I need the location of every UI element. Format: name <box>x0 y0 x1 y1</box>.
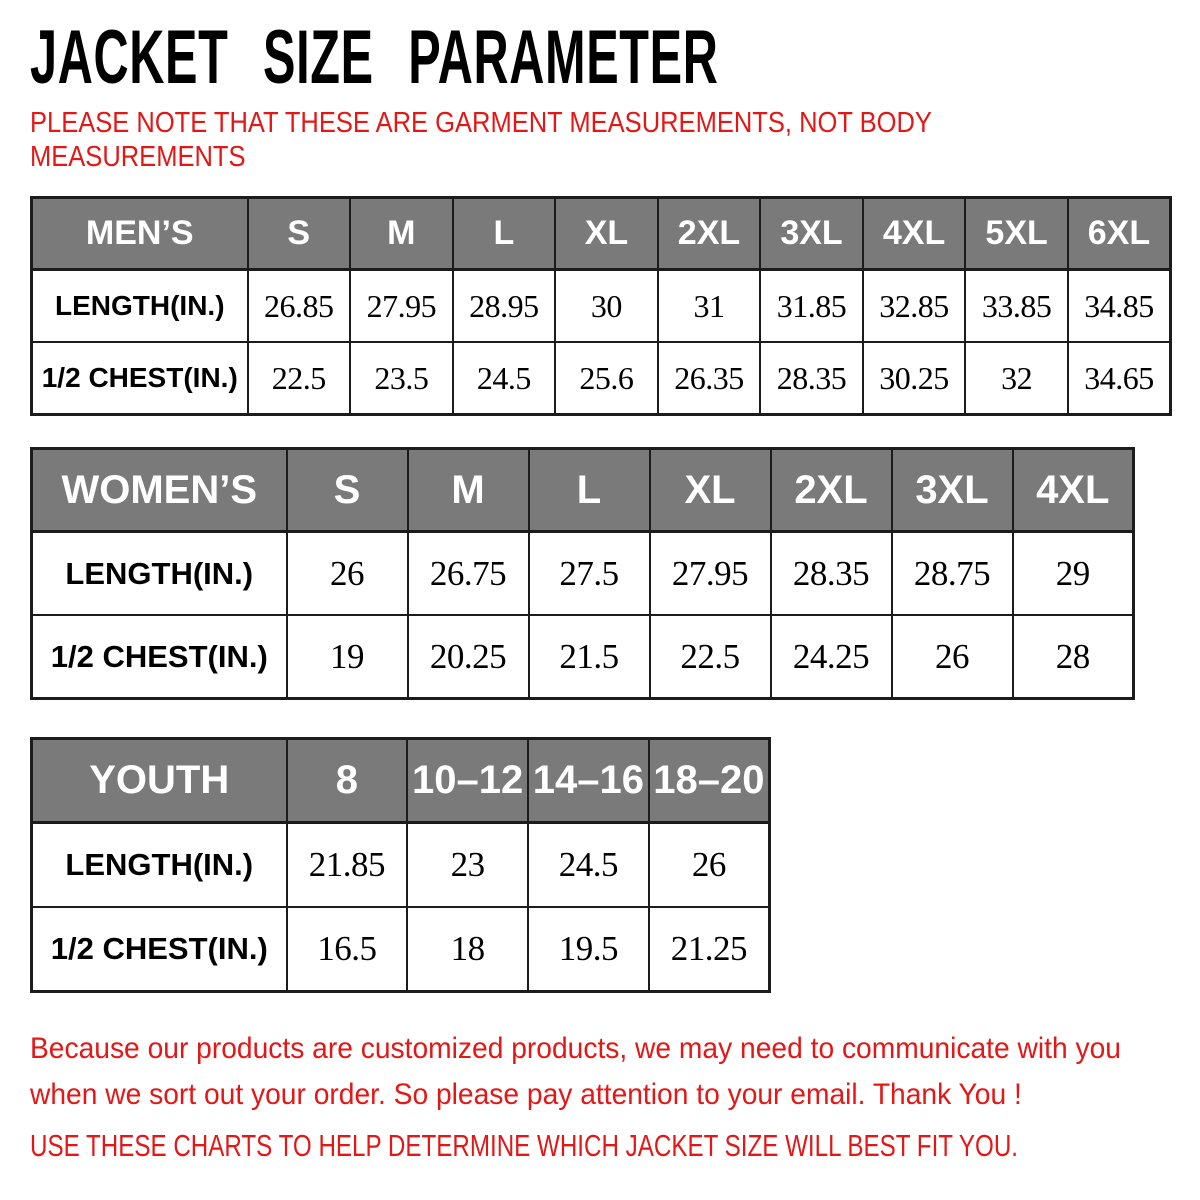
value-cell: 26 <box>892 615 1013 699</box>
row-label-cell: LENGTH(IN.) <box>32 532 287 616</box>
value-cell: 26 <box>649 823 770 908</box>
table-row <box>32 532 1134 616</box>
fit-advice-line: USE THESE CHARTS TO HELP DETERMINE WHICH JACKET SIZE WILL BEST FIT YOU. <box>30 1128 1019 1163</box>
value-cell: 26.35 <box>658 342 761 415</box>
size-header-cell: 4XL <box>1013 449 1134 532</box>
table-title-cell: MEN’S <box>32 198 248 270</box>
value-cell: 23.5 <box>350 342 453 415</box>
value-cell: 24.5 <box>528 823 649 908</box>
header-row <box>32 198 1171 270</box>
table-title-cell: WOMEN’S <box>32 449 287 532</box>
garment-measurement-note <box>30 106 932 174</box>
value-cell: 24.5 <box>453 342 556 415</box>
table-row <box>32 615 1134 699</box>
size-header-cell: L <box>453 198 556 270</box>
table-row <box>32 823 770 908</box>
row-label-cell: 1/2 CHEST(IN.) <box>32 342 248 415</box>
value-cell: 28.35 <box>771 532 892 616</box>
value-cell: 27.95 <box>350 270 453 343</box>
customization-notice-line-2: when we sort out your order. So please pay attention to your email. Thank You ! <box>30 1078 1022 1111</box>
size-header-cell: 2XL <box>771 449 892 532</box>
size-header-cell: 10–12 <box>407 739 528 823</box>
row-label-cell: 1/2 CHEST(IN.) <box>32 615 287 699</box>
value-cell: 16.5 <box>287 907 408 992</box>
value-cell: 25.6 <box>555 342 658 415</box>
note-line-2: MEASUREMENTS <box>30 141 246 173</box>
value-cell: 27.5 <box>529 532 650 616</box>
value-cell: 32 <box>965 342 1068 415</box>
value-cell: 18 <box>407 907 528 992</box>
value-cell: 19.5 <box>528 907 649 992</box>
size-header-cell: 4XL <box>863 198 966 270</box>
value-cell: 26 <box>287 532 408 616</box>
youth-size-table <box>30 737 771 993</box>
table-row <box>32 270 1171 343</box>
womens-size-table <box>30 447 1135 700</box>
customization-notice <box>30 1026 1121 1118</box>
size-header-cell: 2XL <box>658 198 761 270</box>
value-cell: 34.85 <box>1068 270 1171 343</box>
value-cell: 31 <box>658 270 761 343</box>
value-cell: 24.25 <box>771 615 892 699</box>
value-cell: 20.25 <box>408 615 529 699</box>
header-row <box>32 739 770 823</box>
value-cell: 19 <box>287 615 408 699</box>
size-header-cell: XL <box>555 198 658 270</box>
row-label-cell: 1/2 CHEST(IN.) <box>32 907 287 992</box>
size-header-cell: S <box>248 198 351 270</box>
value-cell: 26.75 <box>408 532 529 616</box>
value-cell: 21.5 <box>529 615 650 699</box>
page-title: JACKET SIZE PARAMETER <box>30 15 719 100</box>
value-cell: 22.5 <box>650 615 771 699</box>
mens-size-table <box>30 196 1172 416</box>
value-cell: 26.85 <box>248 270 351 343</box>
table-row <box>32 342 1171 415</box>
value-cell: 28.35 <box>760 342 863 415</box>
value-cell: 33.85 <box>965 270 1068 343</box>
size-header-cell: 8 <box>287 739 408 823</box>
size-header-cell: L <box>529 449 650 532</box>
value-cell: 27.95 <box>650 532 771 616</box>
value-cell: 32.85 <box>863 270 966 343</box>
size-header-cell: 5XL <box>965 198 1068 270</box>
size-header-cell: 3XL <box>892 449 1013 532</box>
table-title-cell: YOUTH <box>32 739 287 823</box>
value-cell: 30 <box>555 270 658 343</box>
value-cell: 28.95 <box>453 270 556 343</box>
size-header-cell: M <box>350 198 453 270</box>
value-cell: 23 <box>407 823 528 908</box>
customization-notice-line-1: Because our products are customized products, we may need to communicate with you <box>30 1032 1121 1065</box>
size-header-cell: 3XL <box>760 198 863 270</box>
row-label-cell: LENGTH(IN.) <box>32 270 248 343</box>
value-cell: 21.25 <box>649 907 770 992</box>
value-cell: 28.75 <box>892 532 1013 616</box>
value-cell: 21.85 <box>287 823 408 908</box>
note-line-1: PLEASE NOTE THAT THESE ARE GARMENT MEASUREMENTS, NOT BODY <box>30 107 932 139</box>
value-cell: 28 <box>1013 615 1134 699</box>
header-row <box>32 449 1134 532</box>
table-row <box>32 907 770 992</box>
size-header-cell: 18–20 <box>649 739 770 823</box>
value-cell: 29 <box>1013 532 1134 616</box>
value-cell: 22.5 <box>248 342 351 415</box>
size-header-cell: 14–16 <box>528 739 649 823</box>
size-header-cell: M <box>408 449 529 532</box>
value-cell: 30.25 <box>863 342 966 415</box>
size-header-cell: 6XL <box>1068 198 1171 270</box>
value-cell: 34.65 <box>1068 342 1171 415</box>
value-cell: 31.85 <box>760 270 863 343</box>
row-label-cell: LENGTH(IN.) <box>32 823 287 908</box>
size-header-cell: XL <box>650 449 771 532</box>
size-header-cell: S <box>287 449 408 532</box>
